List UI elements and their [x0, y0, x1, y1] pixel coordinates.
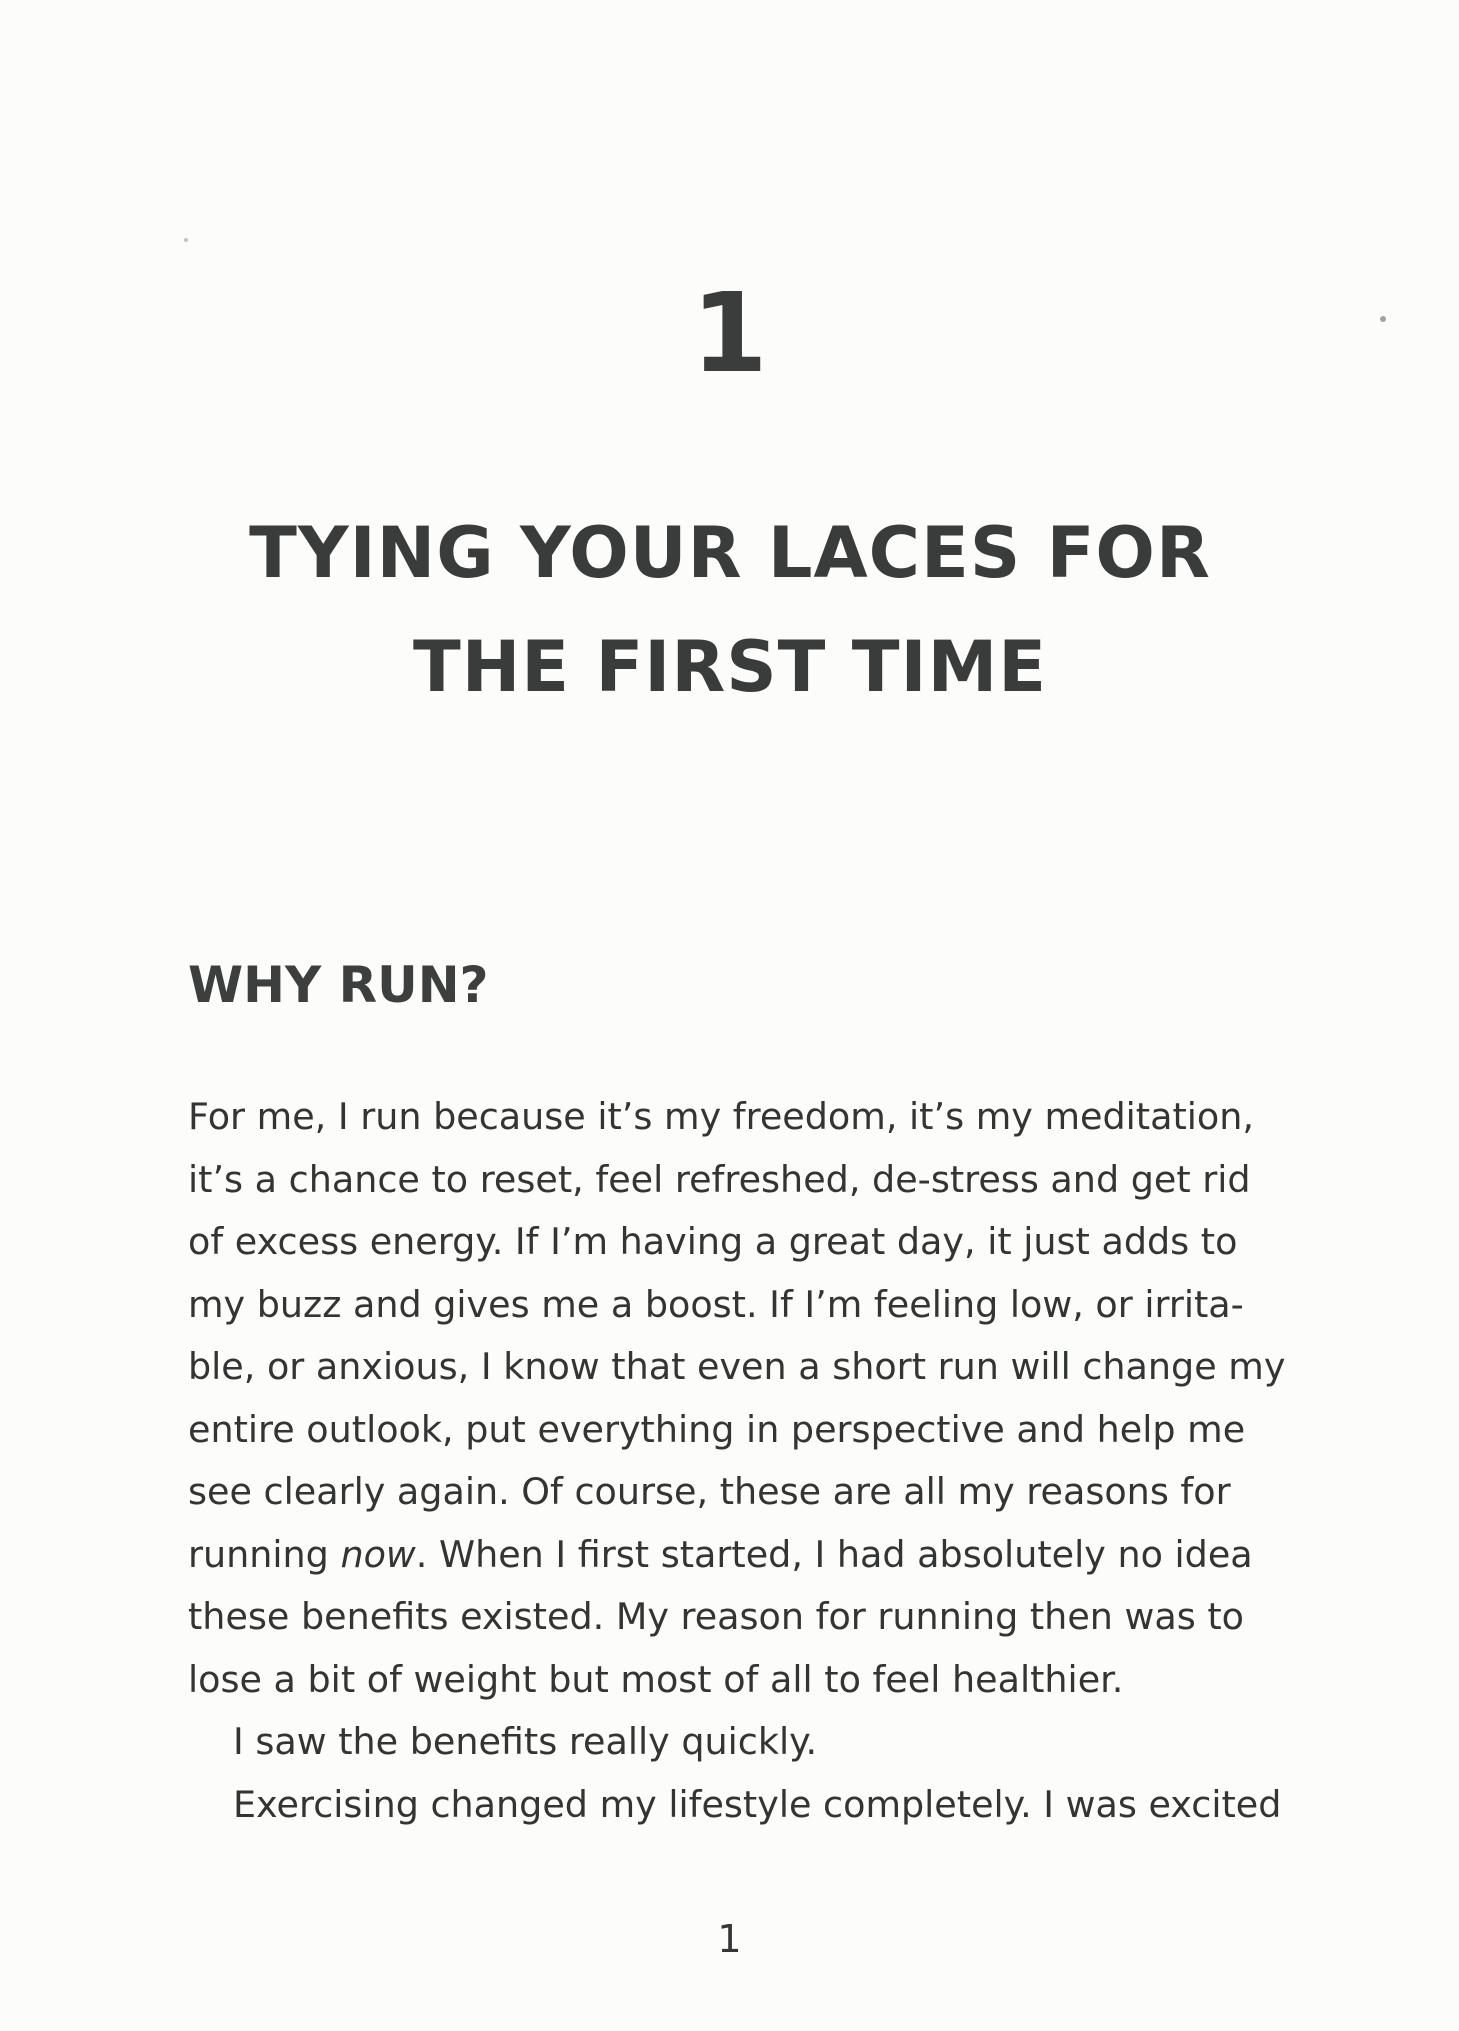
- body-line: these benefits existed. My reason for running then was to: [188, 1595, 1244, 1638]
- body-text: [188, 1086, 1288, 1836]
- chapter-title-line: TYING YOUR LACES FOR: [249, 512, 1211, 594]
- chapter-number: 1: [691, 269, 768, 397]
- body-line: [188, 1524, 1288, 1587]
- paragraph-line: Exercising changed my lifestyle completely. I was excited: [233, 1782, 1282, 1826]
- paper-speck: [184, 238, 188, 242]
- body-line: see clearly again. Of course, these are all my reasons for: [188, 1470, 1231, 1513]
- body-line: For me, I run because it’s my freedom, it’s my meditation,: [188, 1095, 1254, 1138]
- body-line: it’s a chance to reset, feel refreshed, de-stress and get rid: [188, 1157, 1251, 1201]
- body-line: of excess energy. If I’m having a great day, it just adds to: [188, 1220, 1238, 1263]
- body-line: entire outlook, put everything in perspective and help me: [188, 1407, 1246, 1451]
- body-line: lose a bit of weight but most of all to feel healthier.: [188, 1657, 1124, 1701]
- body-line-text: running: [188, 1532, 341, 1576]
- page-number: 1: [717, 1917, 742, 1961]
- body-line-text: . When I first started, I had absolutely no idea: [415, 1532, 1253, 1576]
- chapter-title: [180, 496, 1280, 724]
- emphasis-text: now: [340, 1532, 416, 1576]
- chapter-title-line: THE FIRST TIME: [412, 626, 1048, 708]
- section-heading: WHY RUN?: [188, 956, 489, 1014]
- body-line: my buzz and gives me a boost. If I’m feeling low, or irrita-: [188, 1282, 1244, 1326]
- body-line: ble, or anxious, I know that even a short run will change my: [188, 1345, 1286, 1388]
- paragraph-line: I saw the benefits really quickly.: [233, 1720, 818, 1763]
